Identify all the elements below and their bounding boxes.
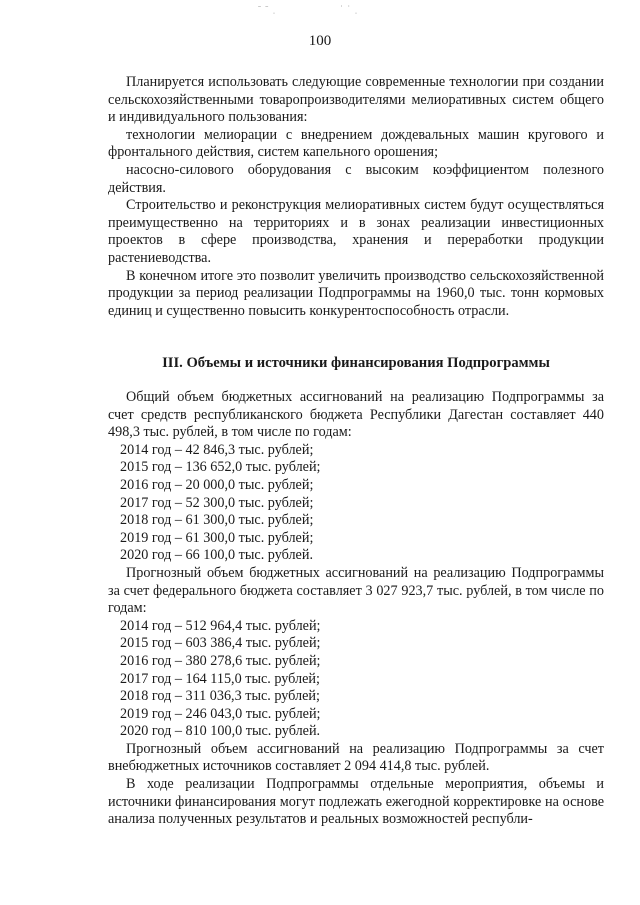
financing-section	[108, 389, 604, 829]
technologies-section	[108, 74, 604, 320]
list-item: 2019 год – 61 300,0 тыс. рублей;	[120, 529, 314, 546]
republic-budget-years	[108, 442, 604, 565]
scan-mark: ˉ ˉ ˌ	[258, 4, 277, 14]
list-item: 2020 год – 810 100,0 тыс. рублей.	[120, 723, 321, 740]
paragraph: насосно-силового оборудования с высоким коэффициентом полезного действия.	[108, 161, 604, 196]
scan-mark: ˙ ˙ ˌ	[340, 4, 359, 14]
list-item: 2014 год – 512 964,4 тыс. рублей;	[120, 617, 321, 634]
paragraph: Прогнозный объем ассигнований на реализацию Подпрограммы за счет внебюджетных источников составляет 2 094 414,8 тыс. рублей.	[108, 740, 604, 775]
list-item: 2016 год – 380 278,6 тыс. рублей;	[120, 652, 321, 669]
paragraph: В конечном итоге это позволит увеличить производство сельскохозяйственной продукции за период реализации Подпрограммы на 1960,0 тыс. тонн кормовых единиц и существенно повысить конкурентоспособность отрасли.	[108, 267, 604, 319]
list-item: 2017 год – 164 115,0 тыс. рублей;	[120, 670, 320, 687]
paragraph: Планируется использовать следующие современные технологии при создании сельскохозяйственными товаропроизводителями мелиоративных систем общего и индивидуального пользования:	[108, 74, 604, 126]
paragraph: Строительство и реконструкция мелиоративных систем будут осуществляться преимущественно на территориях и в зонах реализации инвестиционных проектов в сфере производства, хранения и переработки продукции растениеводства.	[108, 197, 604, 266]
list-item: 2014 год – 42 846,3 тыс. рублей;	[120, 441, 314, 458]
paragraph: Прогнозный объем бюджетных ассигнований на реализацию Подпрограммы за счет федерального бюджета составляет 3 027 923,7 тыс. рублей, в том числе по годам:	[108, 564, 604, 617]
paragraph: Общий объем бюджетных ассигнований на реализацию Подпрограммы за счет средств республиканского бюджета Республики Дагестан составляет 440 498,3 тыс. рублей, в том числе по годам:	[108, 389, 604, 441]
list-item: 2017 год – 52 300,0 тыс. рублей;	[120, 494, 314, 511]
list-item: 2020 год – 66 100,0 тыс. рублей.	[120, 547, 313, 564]
list-item: 2015 год – 136 652,0 тыс. рублей;	[120, 459, 321, 476]
list-item: 2019 год – 246 043,0 тыс. рублей;	[120, 705, 321, 722]
list-item: 2015 год – 603 386,4 тыс. рублей;	[120, 635, 321, 652]
list-item: 2018 год – 61 300,0 тыс. рублей;	[120, 512, 314, 529]
list-item: 2016 год – 20 000,0 тыс. рублей;	[120, 476, 314, 493]
section-heading: III. Объемы и источники финансирования Подпрограммы	[162, 355, 550, 371]
paragraph: В ходе реализации Подпрограммы отдельные мероприятия, объемы и источники финансирования могут подлежать ежегодной корректировке на основе анализа полученных результатов и реальных возможностей республи-	[108, 776, 604, 828]
federal-budget-years	[108, 618, 604, 741]
list-item: 2018 год – 311 036,3 тыс. рублей;	[120, 688, 320, 705]
paragraph: технологии мелиорации с внедрением дождевальных машин кругового и фронтального действия, систем капельного орошения;	[108, 126, 604, 161]
page-number: 100	[308, 33, 332, 49]
